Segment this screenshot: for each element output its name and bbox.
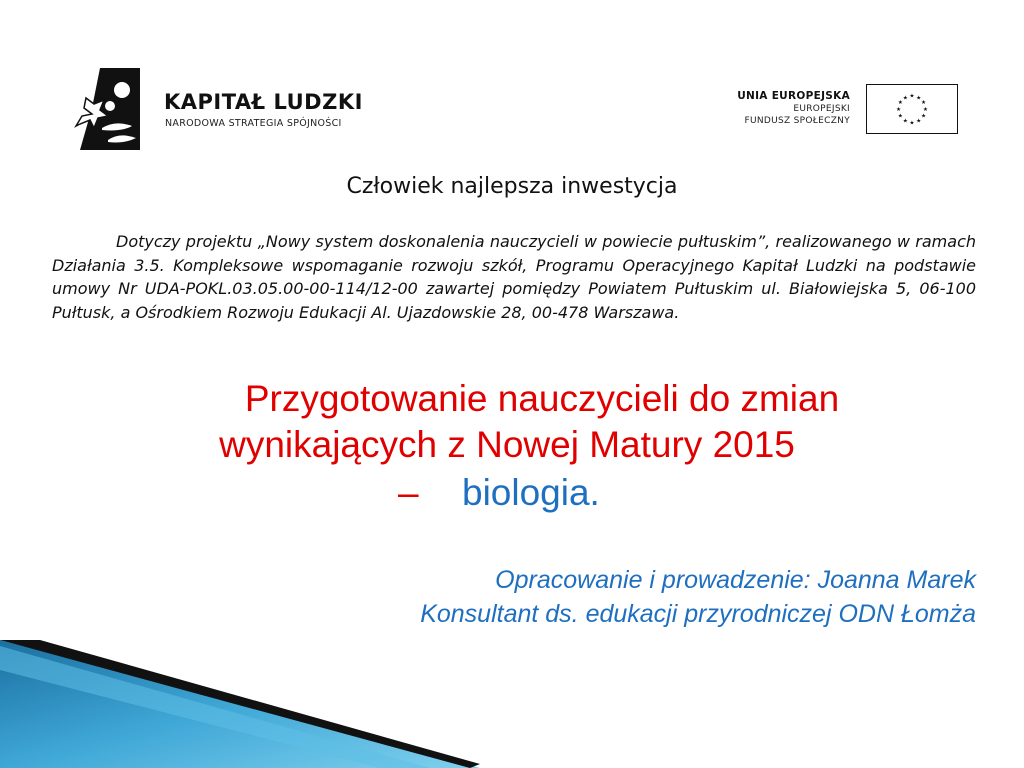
kapital-ludzki-subtitle: NARODOWA STRATEGIA SPÓJNOŚCI: [165, 118, 342, 129]
eu-flag-icon: [866, 84, 958, 134]
eu-star-icon: ★: [902, 118, 908, 125]
eu-star-icon: ★: [909, 93, 915, 100]
eu-logo-text: [650, 90, 850, 126]
kapital-ludzki-mark-icon: [72, 68, 152, 150]
title-line-1: Przygotowanie nauczycieli do zmian: [244, 378, 840, 419]
author-line-2: Konsultant ds. edukacji przyrodniczej ODN Łomża: [420, 600, 976, 628]
title-line-2: wynikających z Nowej Matury 2015: [219, 424, 795, 465]
project-description: Dotyczy projektu „Nowy system doskonalenia nauczycieli w powiecie pułtuskim”, realizowanego w ramach Działania 3.5. Kompleksowe wspomaganie rozwoju szkół, Programu Operacyjnego Kapitał Ludzki na podstawie umowy Nr UDA-POKL.03.05.00-00-114/12-00 zawartej pomiędzy Powiatem Pułtuskim ul. Białowiejska 5, 06-100 Pułtusk, a Ośrodkiem Rozwoju Edukacji Al. Ujazdowskie 28, 00-478 Warszawa.: [52, 232, 976, 322]
eu-star-icon: ★: [909, 120, 915, 127]
subject-dash: –: [398, 472, 419, 513]
eu-star-icon: ★: [922, 106, 929, 113]
eu-star-icon: ★: [902, 95, 908, 102]
author-line-1: Opracowanie i prowadzenie: Joanna Marek: [495, 566, 976, 594]
motto: Człowiek najlepsza inwestycja: [346, 174, 678, 199]
subject: biologia.: [462, 472, 600, 513]
eu-line-european: EUROPEJSKI: [793, 104, 850, 114]
eu-star-icon: ★: [897, 100, 903, 107]
eu-star-icon: ★: [895, 106, 902, 113]
eu-line-union: UNIA EUROPEJSKA: [737, 90, 850, 102]
corner-decoration: [0, 640, 480, 768]
eu-star-icon: ★: [916, 95, 922, 102]
kapital-ludzki-title: KAPITAŁ LUDZKI: [164, 90, 363, 114]
eu-star-icon: ★: [916, 118, 922, 125]
eu-star-icon: ★: [897, 113, 903, 120]
eu-star-icon: ★: [921, 113, 927, 120]
kapital-ludzki-logo: [72, 68, 392, 150]
eu-star-icon: ★: [921, 100, 927, 107]
eu-line-social-fund: FUNDUSZ SPOŁECZNY: [744, 116, 850, 126]
